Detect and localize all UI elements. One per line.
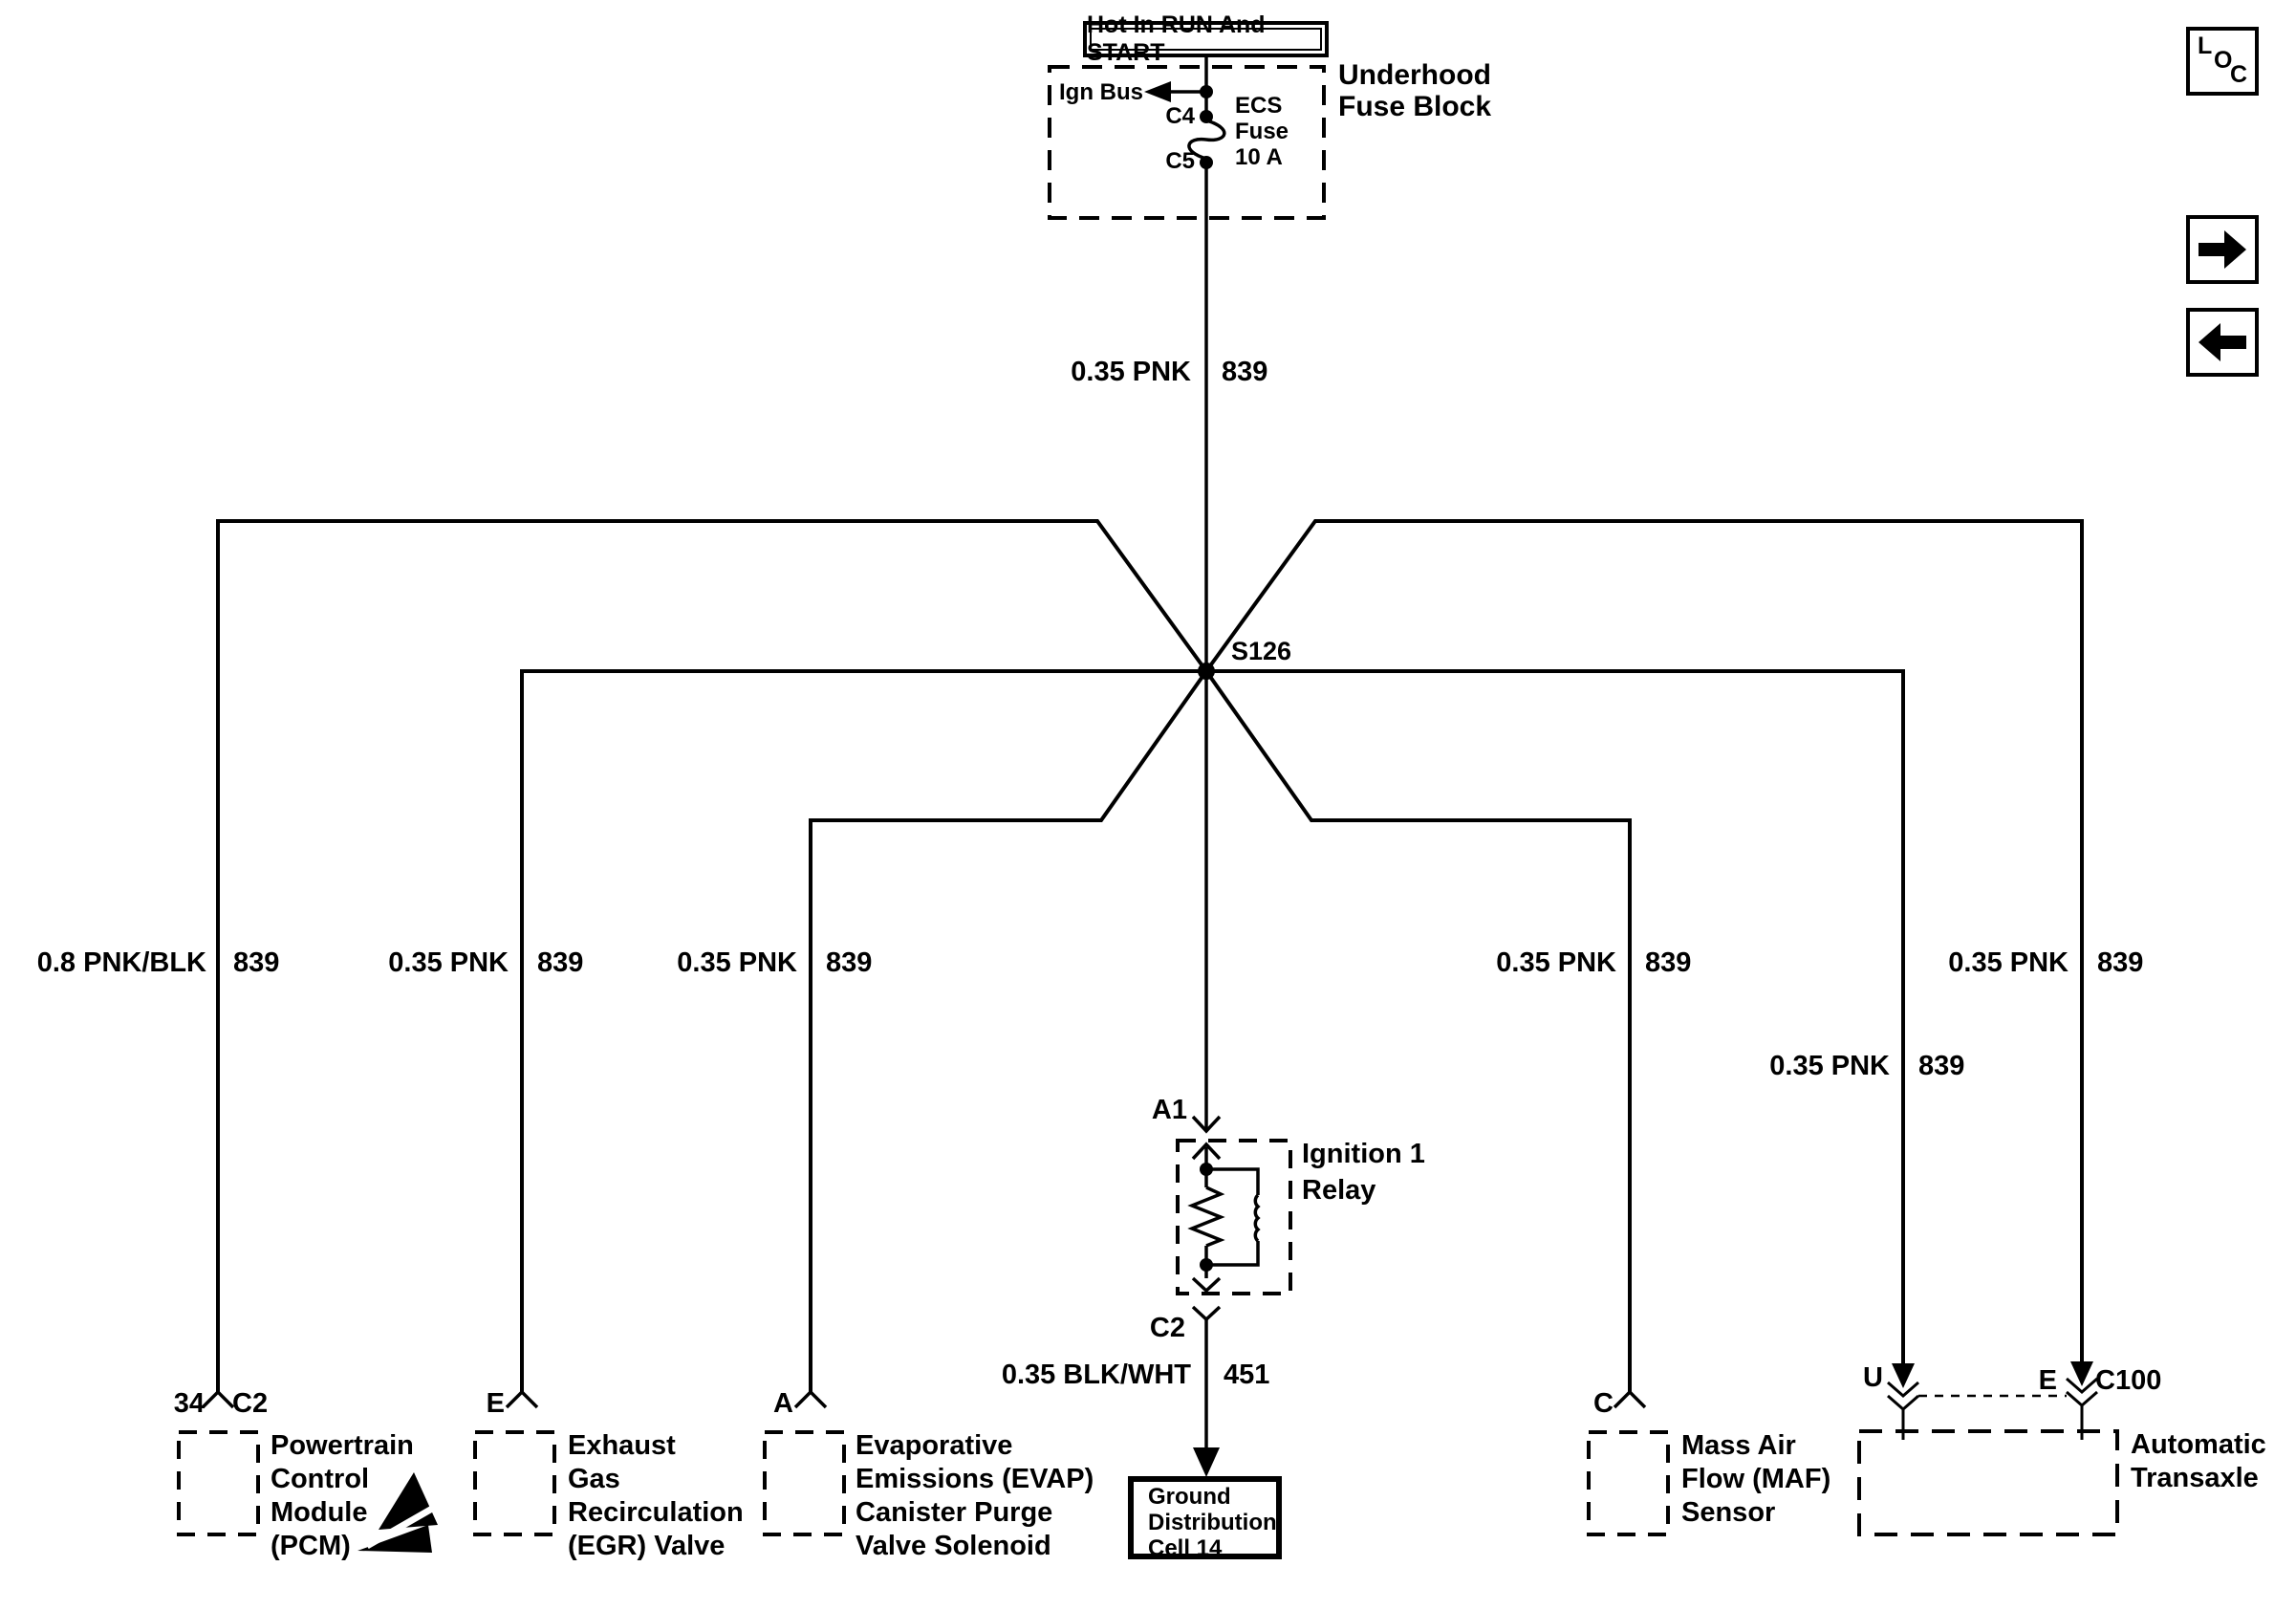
evap-name-line3: Canister Purge <box>856 1497 1053 1528</box>
wire-circuit-egr: 839 <box>537 947 584 978</box>
evap-name-label <box>856 1429 1094 1563</box>
egr-name-line1: Exhaust <box>568 1430 676 1461</box>
transaxle-u-arrowhead-icon <box>1892 1363 1915 1388</box>
wire-branch-maf <box>1206 671 1630 1392</box>
wire-color-pcm: 0.8 PNK/BLK <box>36 947 206 978</box>
loc-button[interactable] <box>2186 27 2259 96</box>
egr-pin-label: E <box>486 1388 505 1419</box>
maf-name-line3: Sensor <box>1681 1497 1776 1528</box>
maf-box <box>1589 1432 1668 1534</box>
pcm-name-label <box>271 1429 414 1563</box>
pcm-pin-label: 34 <box>173 1388 205 1419</box>
pcm-name-line2: Control <box>271 1464 370 1494</box>
egr-name-line3: Recirculation <box>568 1497 744 1528</box>
ground-arrowhead-icon <box>1193 1447 1220 1477</box>
transaxle-connector-label: C100 <box>2095 1365 2162 1396</box>
pcm-name-line4: (PCM) <box>271 1531 351 1561</box>
fuse-block-title-line2: Fuse Block <box>1338 91 1492 122</box>
evap-name-line1: Evaporative <box>856 1430 1013 1461</box>
ground-label-line3: Cell 14 <box>1148 1535 1223 1561</box>
relay-pin-a1-label: A1 <box>1151 1095 1187 1125</box>
transaxle-e-arrowhead-icon <box>2070 1361 2093 1386</box>
ground-distribution-label <box>1148 1484 1277 1561</box>
pcm-connector-label: C2 <box>232 1388 269 1419</box>
wire-branch-transaxle-e <box>1206 521 2082 1363</box>
pcm-name-line3: Module <box>271 1497 368 1528</box>
egr-pin-connector-icon <box>507 1392 537 1407</box>
transaxle-pin-u-label: U <box>1863 1362 1883 1393</box>
transaxle-name-label <box>2131 1428 2266 1495</box>
relay-name-label <box>1302 1136 1425 1208</box>
ign-bus-label: Ign Bus <box>1059 79 1143 105</box>
wire-circuit-main: 839 <box>1222 357 1268 387</box>
transaxle-box <box>1859 1431 2117 1534</box>
ground-label-line2: Distribution <box>1148 1510 1277 1535</box>
loc-letter-l: L <box>2198 33 2213 59</box>
maf-pin-label: C <box>1593 1388 1614 1419</box>
relay-pin-c2-label: C2 <box>1149 1313 1185 1343</box>
evap-pin-connector-icon <box>795 1392 826 1407</box>
wire-branch-evap <box>811 671 1206 1392</box>
wire-color-trans-e: 0.35 PNK <box>1948 947 2069 978</box>
ign-bus-arrow-icon <box>1144 81 1171 102</box>
fuse-block-title-line1: Underhood <box>1338 59 1491 91</box>
egr-name-label <box>568 1429 744 1563</box>
fuse-terminal-c5-label: C5 <box>1165 148 1195 174</box>
egr-name-line4: (EGR) Valve <box>568 1531 726 1561</box>
ignition-relay-box <box>1178 1141 1290 1294</box>
evap-name-line2: Emissions (EVAP) <box>856 1464 1094 1494</box>
wire-color-trans-u: 0.35 PNK <box>1769 1051 1890 1081</box>
relay-coil-symbol <box>1255 1195 1258 1241</box>
relay-name-line1: Ignition 1 <box>1302 1139 1425 1169</box>
pcm-box <box>179 1432 258 1534</box>
resistor-symbol <box>1192 1187 1221 1246</box>
evap-box <box>765 1432 844 1534</box>
transaxle-name-line2: Transaxle <box>2131 1463 2259 1493</box>
back-arrow-icon <box>2190 312 2255 373</box>
forward-arrow-icon <box>2190 219 2255 280</box>
maf-pin-connector-icon <box>1614 1392 1645 1407</box>
fuse-terminal-c4-label: C4 <box>1165 103 1195 129</box>
forward-button[interactable] <box>2186 215 2259 284</box>
wire-color-evap: 0.35 PNK <box>677 947 797 978</box>
wire-circuit-trans-u: 839 <box>1918 1051 1965 1081</box>
wire-circuit-maf: 839 <box>1645 947 1692 978</box>
loc-letter-o: O <box>2214 47 2233 74</box>
wire-circuit-pcm: 839 <box>233 947 280 978</box>
back-button[interactable] <box>2186 308 2259 377</box>
wire-circuit-ground: 451 <box>1224 1360 1270 1390</box>
fuse-rating: 10 A <box>1235 144 1283 170</box>
maf-name-line1: Mass Air <box>1681 1430 1796 1461</box>
power-source-label: Hot In RUN And START <box>1087 11 1266 66</box>
power-source-box <box>1083 11 1329 66</box>
transaxle-pin-e-label: E <box>2038 1365 2057 1396</box>
transaxle-e-connector-icon-2 <box>2067 1392 2097 1405</box>
fuse-name-line1: ECS <box>1235 93 1283 119</box>
evap-name-line4: Valve Solenoid <box>856 1531 1051 1561</box>
relay-c2-connector-icon <box>1193 1307 1220 1319</box>
maf-name-line2: Flow (MAF) <box>1681 1464 1831 1494</box>
pcm-name-line1: Powertrain <box>271 1430 414 1461</box>
wire-circuit-evap: 839 <box>826 947 873 978</box>
ign-bus-junction-dot <box>1200 85 1213 98</box>
ground-label-line1: Ground <box>1148 1484 1231 1510</box>
splice-s126-dot <box>1198 663 1215 680</box>
transaxle-name-line1: Automatic <box>2131 1429 2266 1460</box>
wire-branch-egr <box>522 671 1206 1392</box>
wire-color-ground: 0.35 BLK/WHT <box>1001 1360 1191 1390</box>
evap-pin-label: A <box>773 1388 793 1419</box>
wire-color-egr: 0.35 PNK <box>388 947 509 978</box>
loc-letter-c: C <box>2230 61 2248 88</box>
wire-circuit-trans-e: 839 <box>2097 947 2144 978</box>
wire-color-main: 0.35 PNK <box>1071 357 1191 387</box>
relay-c2-pin-icon <box>1193 1278 1220 1291</box>
wire-branch-transaxle-u <box>1206 671 1903 1365</box>
relay-coil-lead-bottom <box>1206 1241 1258 1265</box>
egr-name-line2: Gas <box>568 1464 620 1494</box>
splice-s126-label: S126 <box>1231 637 1292 665</box>
pcm-pin-connector-icon <box>203 1392 233 1407</box>
wire-color-maf: 0.35 PNK <box>1496 947 1616 978</box>
relay-name-line2: Relay <box>1302 1175 1376 1206</box>
egr-box <box>475 1432 554 1534</box>
fuse-name-label <box>1235 93 1289 170</box>
maf-name-label <box>1681 1429 1830 1530</box>
transaxle-u-connector-icon-2 <box>1888 1396 1918 1409</box>
fuse-name-line2: Fuse <box>1235 119 1289 144</box>
fuse-block-title <box>1338 59 1491 122</box>
